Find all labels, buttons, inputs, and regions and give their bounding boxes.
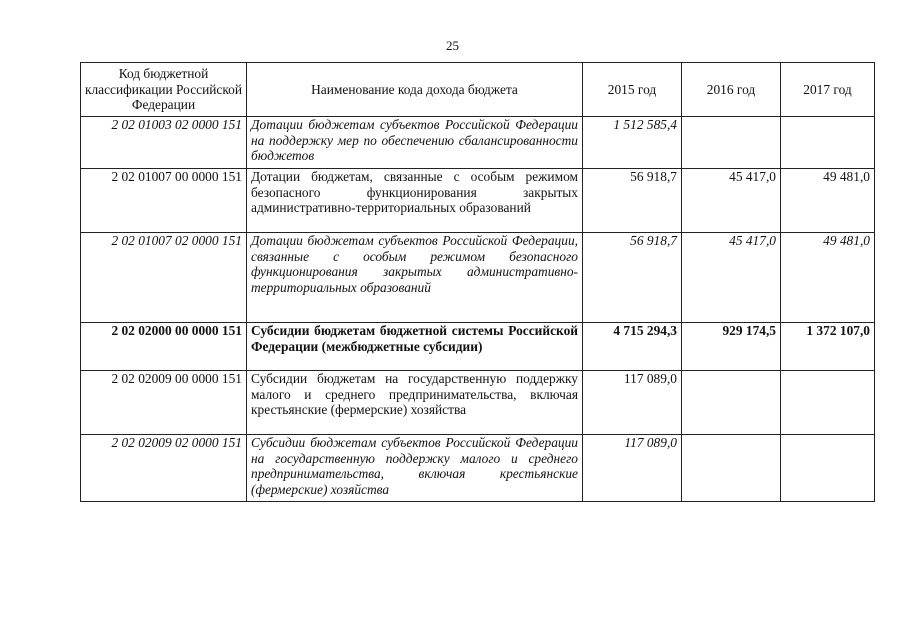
- row-name: Субсидии бюджетам субъектов Российской Федерации на государственную поддержку малого и среднего предпринимательства, включая крестьянские (фермерские) хозяйства: [247, 435, 583, 502]
- header-2016: 2016 год: [682, 63, 781, 117]
- row-name: Субсидии бюджетам на государственную поддержку малого и среднего предпринимательства, включая крестьянские (фермерские) хозяйства: [247, 371, 583, 435]
- row-value-2017: [781, 435, 875, 502]
- header-code: Код бюджетной классификации Российской Федерации: [81, 63, 247, 117]
- row-value-2016: 45 417,0: [682, 169, 781, 233]
- row-code: 2 02 01007 00 0000 151: [81, 169, 247, 233]
- row-value-2016: [682, 371, 781, 435]
- row-name: Дотации бюджетам субъектов Российской Федерации, связанные с особым режимом безопасного функционирования закрытых административно-территориальных образований: [247, 233, 583, 323]
- header-2015: 2015 год: [583, 63, 682, 117]
- row-value-2017: 49 481,0: [781, 233, 875, 323]
- row-value-2016: 45 417,0: [682, 233, 781, 323]
- row-code: 2 02 02000 00 0000 151: [81, 323, 247, 371]
- row-name: Дотации бюджетам субъектов Российской Федерации на поддержку мер по обеспечению сбалансированности бюджетов: [247, 117, 583, 169]
- table-row: [81, 169, 875, 233]
- row-value-2017: 49 481,0: [781, 169, 875, 233]
- row-name: Субсидии бюджетам бюджетной системы Российской Федерации (межбюджетные субсидии): [247, 323, 583, 371]
- row-value-2016: 929 174,5: [682, 323, 781, 371]
- table-row: [81, 371, 875, 435]
- row-code: 2 02 01007 02 0000 151: [81, 233, 247, 323]
- row-value-2015: 117 089,0: [583, 435, 682, 502]
- row-value-2016: [682, 435, 781, 502]
- table-header-row: [81, 63, 875, 117]
- table-row: [81, 323, 875, 371]
- row-value-2015: 56 918,7: [583, 169, 682, 233]
- row-value-2015: 4 715 294,3: [583, 323, 682, 371]
- row-code: 2 02 02009 02 0000 151: [81, 435, 247, 502]
- row-value-2017: [781, 371, 875, 435]
- table-row: [81, 233, 875, 323]
- row-value-2015: 1 512 585,4: [583, 117, 682, 169]
- table-row: [81, 117, 875, 169]
- header-name: Наименование кода дохода бюджета: [247, 63, 583, 117]
- row-value-2017: 1 372 107,0: [781, 323, 875, 371]
- row-value-2016: [682, 117, 781, 169]
- page-number: 25: [446, 38, 459, 53]
- row-value-2015: 117 089,0: [583, 371, 682, 435]
- row-value-2015: 56 918,7: [583, 233, 682, 323]
- row-code: 2 02 02009 00 0000 151: [81, 371, 247, 435]
- row-name: Дотации бюджетам, связанные с особым режимом безопасного функционирования закрытых административно-территориальных образований: [247, 169, 583, 233]
- header-2017: 2017 год: [781, 63, 875, 117]
- row-code: 2 02 01003 02 0000 151: [81, 117, 247, 169]
- table-row: [81, 435, 875, 502]
- budget-revenue-table: [80, 62, 875, 502]
- row-value-2017: [781, 117, 875, 169]
